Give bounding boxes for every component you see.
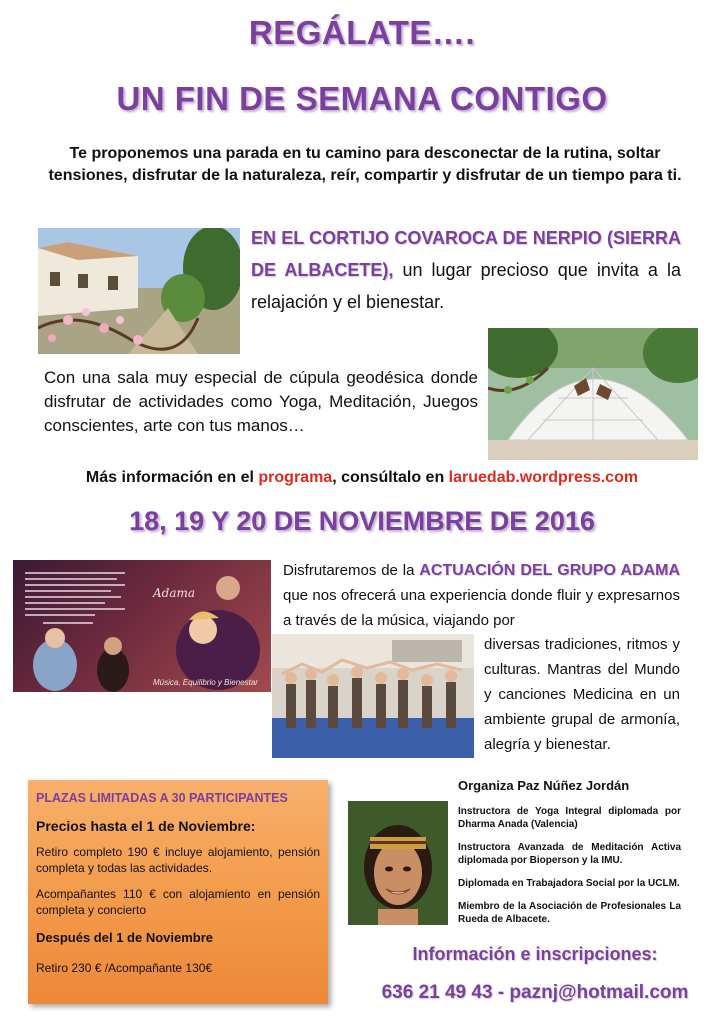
contact-phone-email[interactable]: 636 21 49 43 - paznj@hotmail.com: [381, 982, 689, 1003]
pricing-box: [28, 780, 328, 1004]
event-dates: 18, 19 Y 20 DE NOVIEMBRE DE 2016: [129, 506, 595, 536]
location-text: [251, 222, 681, 318]
organizer-portrait: [348, 801, 448, 925]
location-description: un lugar precioso que invita a la relajación y el bienestar.: [251, 260, 681, 312]
intro-text: Te proponemos una parada en tu camino para desconectar de la rutina, soltar tensiones, disfrutar de la naturaleza, reír, compartir y disfrutar de un tiempo para ti.: [48, 145, 682, 184]
adama-description: diversas tradiciones, ritmos y culturas. Mantras del Mundo y canciones Medicina en un ambiente grupal de armonía, alegría y bienestar.: [484, 636, 680, 753]
full-retreat-price: Retiro completo 190 € incluye alojamiento, pensión completa y todas las actividades.: [36, 845, 320, 875]
after-date-heading: Después del 1 de Noviembre: [36, 930, 214, 945]
adama-lead: Disfrutaremos de la: [283, 562, 420, 579]
main-title: REGÁLATE….: [248, 14, 476, 51]
credential-item: Instructora Avanzada de Meditación Activa diplomada por Bioperson y la IMU.: [458, 842, 681, 866]
dance-photo: [272, 634, 474, 758]
credential-item: Instructora de Yoga Integral diplomada por Dharma Anada (Valencia): [458, 806, 681, 830]
adama-highlight: ACTUACIÓN DEL GRUPO ADAMA: [419, 562, 680, 579]
cortijo-photo: [38, 228, 240, 354]
adama-poster-name: Adama: [153, 586, 196, 600]
prices-heading: Precios hasta el 1 de Noviembre:: [36, 818, 256, 834]
companion-price: Acompañantes 110 € con alojamiento en pensión completa y concierto: [36, 887, 320, 917]
adama-poster: [13, 560, 271, 692]
adama-poster-tagline: Música, Equilibrio y Bienestar: [153, 678, 258, 687]
geodesic-description: Con una sala muy especial de cúpula geodésica donde disfrutar de actividades como Yoga, Meditación, Juegos conscientes, arte con tus manos…: [44, 368, 478, 435]
contact-label: Información e inscripciones:: [412, 944, 658, 964]
info-prefix: Más información en el: [85, 469, 259, 486]
adama-text-1: que nos ofrecerá una experiencia donde fluir y expresarnos a través de la música, viajando por: [283, 587, 680, 629]
subtitle: UN FIN DE SEMANA CONTIGO: [116, 80, 608, 117]
dome-photo: [488, 328, 698, 460]
more-info-line: [0, 469, 724, 487]
credential-item: Miembro de la Asociación de Profesionales La Rueda de Albacete.: [458, 901, 681, 925]
adama-intro: [283, 558, 680, 633]
late-prices: Retiro 230 € /Acompañante 130€: [36, 961, 213, 975]
programa-link[interactable]: programa: [258, 469, 333, 486]
limited-places: PLAZAS LIMITADAS A 30 PARTICIPANTES: [36, 791, 288, 805]
website-link[interactable]: laruedab.wordpress.com: [448, 469, 639, 486]
organizer-title: Organiza Paz Núñez Jordán: [458, 778, 630, 793]
location-highlight: EN EL CORTIJO COVAROCA DE NERPIO (SIERRA DE ALBACETE),: [251, 228, 681, 280]
organizer-credentials: [458, 805, 681, 936]
info-middle: , consúltalo en: [332, 469, 449, 486]
credential-item: Diplomada en Trabajadora Social por la UCLM.: [458, 878, 680, 889]
